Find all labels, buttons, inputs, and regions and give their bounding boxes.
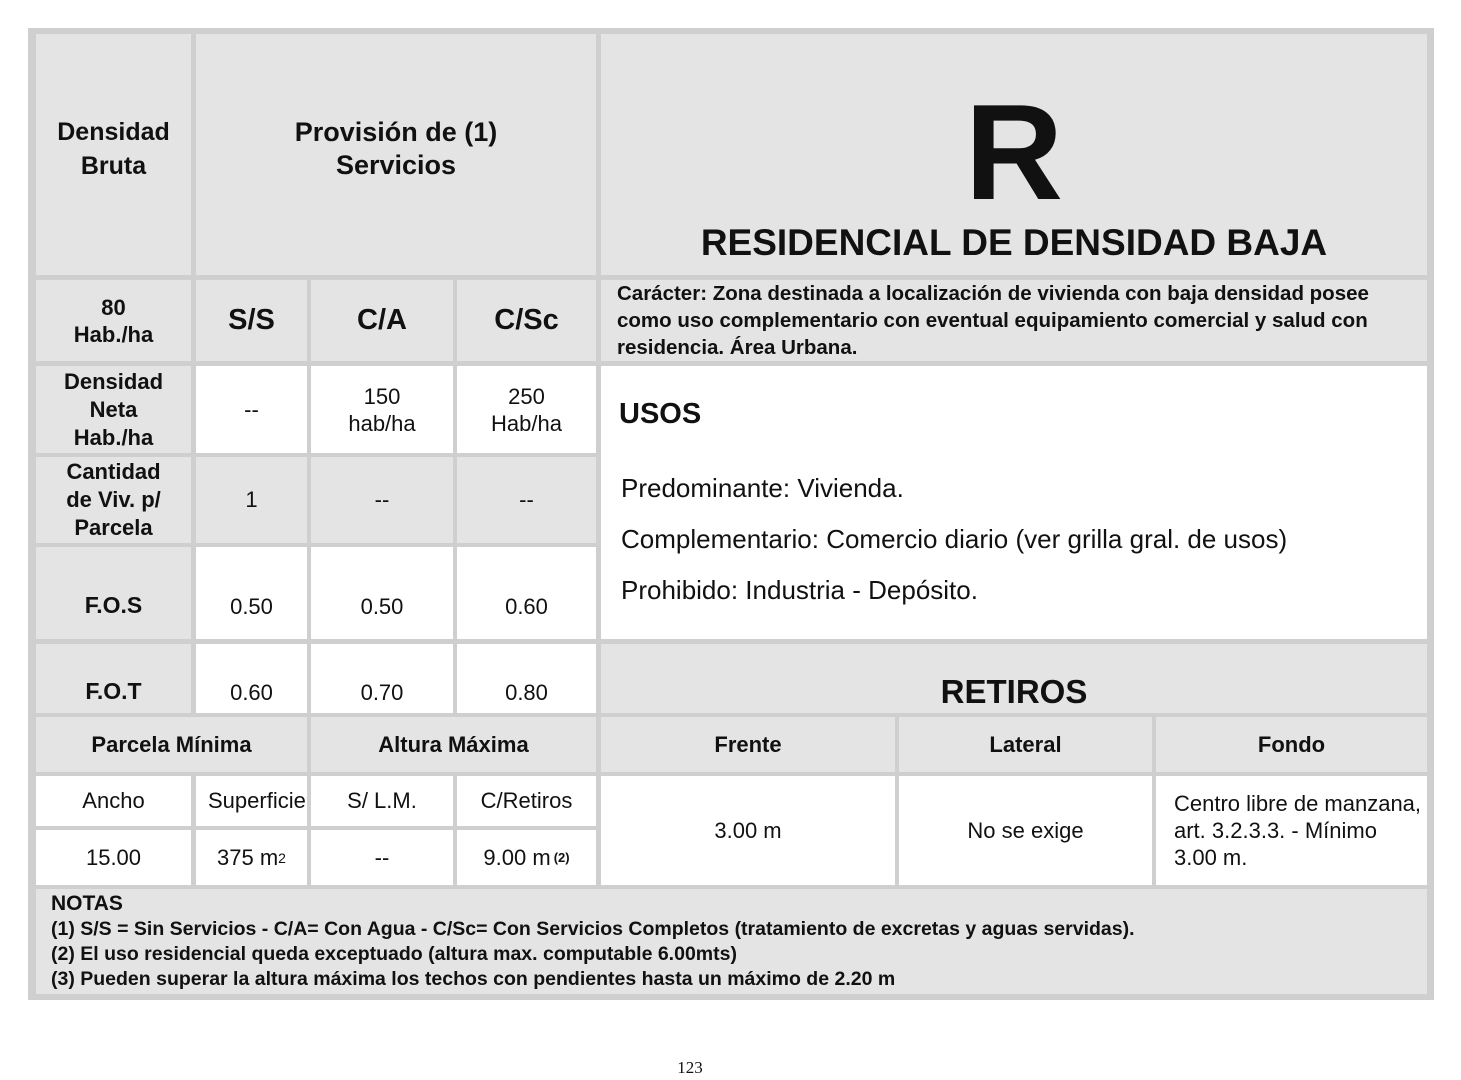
fondo-value: Centro libre de manzana, art. 3.2.3.3. - Mínimo 3.00 m.: [1156, 776, 1427, 885]
fos-csc: 0.60: [457, 547, 596, 639]
usos-prohibido: Prohibido: Industria - Depósito.: [621, 575, 978, 605]
fondo-header: Fondo: [1156, 717, 1427, 772]
lateral-value: No se exige: [899, 776, 1152, 885]
nota-1: (1) S/S = Sin Servicios - C/A= Con Agua - C/Sc= Con Servicios Completos (tratamiento de excretas y aguas servidas).: [51, 918, 1135, 940]
densidad-neta-ca: 150 hab/ha: [311, 366, 453, 453]
usos-title: USOS: [619, 398, 702, 430]
usos-complementario: Complementario: Comercio diario (ver grilla gral. de usos): [621, 524, 1288, 554]
column-header-ca: C/A: [311, 280, 453, 361]
altura-maxima-header: Altura Máxima: [311, 717, 596, 772]
c-retiros-value-sup: (2): [553, 850, 570, 865]
retiros-title: RETIROS: [601, 644, 1427, 713]
usos-panel: [601, 366, 1427, 639]
cantidad-viv-ss: 1: [196, 457, 307, 543]
superficie-value-text: 375 m: [217, 844, 279, 870]
superficie-value-sup: 2: [278, 849, 286, 866]
zoning-sheet: [28, 28, 1434, 1000]
fot-label: F.O.T: [36, 644, 191, 713]
fot-ca: 0.70: [311, 644, 453, 713]
slm-value: --: [311, 830, 453, 885]
caracter-description: Carácter: Zona destinada a localización de vivienda con baja densidad posee como uso complementario con eventual equipamiento comercial y salud con residencia. Área Urbana.: [601, 280, 1427, 361]
provision-servicios-header: Provisión de (1) Servicios: [196, 34, 596, 275]
densidad-neta-csc: 250 Hab/ha: [457, 366, 596, 453]
zone-code: R: [964, 75, 1064, 228]
frente-header: Frente: [601, 717, 895, 772]
frente-value: 3.00 m: [601, 776, 895, 885]
cantidad-viv-ca: --: [311, 457, 453, 543]
parcela-minima-header: Parcela Mínima: [36, 717, 307, 772]
fos-ca: 0.50: [311, 547, 453, 639]
densidad-bruta-value: 80 Hab./ha: [36, 280, 191, 361]
notas-title: NOTAS: [51, 892, 123, 915]
nota-2: (2) El uso residencial queda exceptuado (altura max. computable 6.00mts): [51, 943, 737, 965]
densidad-neta-label: Densidad Neta Hab./ha: [36, 366, 191, 453]
ancho-header: Ancho: [36, 776, 191, 826]
fos-label: F.O.S: [36, 547, 191, 639]
slm-header: S/ L.M.: [311, 776, 453, 826]
column-header-csc: C/Sc: [457, 280, 596, 361]
fot-csc: 0.80: [457, 644, 596, 713]
fot-ss: 0.60: [196, 644, 307, 713]
densidad-neta-ss: --: [196, 366, 307, 453]
zone-name: RESIDENCIAL DE DENSIDAD BAJA: [700, 221, 1328, 263]
fos-ss: 0.50: [196, 547, 307, 639]
lateral-header: Lateral: [899, 717, 1152, 772]
page-number: 123: [677, 1058, 703, 1077]
densidad-bruta-header: Densidad Bruta: [36, 34, 191, 275]
superficie-value: [196, 830, 307, 885]
cantidad-viv-label: Cantidad de Viv. p/ Parcela: [36, 457, 191, 543]
ancho-value: 15.00: [36, 830, 191, 885]
c-retiros-header: C/Retiros: [457, 776, 596, 826]
zone-title-block: [601, 34, 1427, 275]
column-header-ss: S/S: [196, 280, 307, 361]
notas-block: [36, 889, 1427, 994]
c-retiros-value-text: 9.00 m: [483, 844, 551, 870]
superficie-header: Superficie: [196, 776, 307, 826]
usos-predominante: Predominante: Vivienda.: [621, 473, 904, 503]
c-retiros-value: [457, 830, 596, 885]
cantidad-viv-csc: --: [457, 457, 596, 543]
nota-3: (3) Pueden superar la altura máxima los techos con pendientes hasta un máximo de 2.20 m: [51, 968, 896, 990]
